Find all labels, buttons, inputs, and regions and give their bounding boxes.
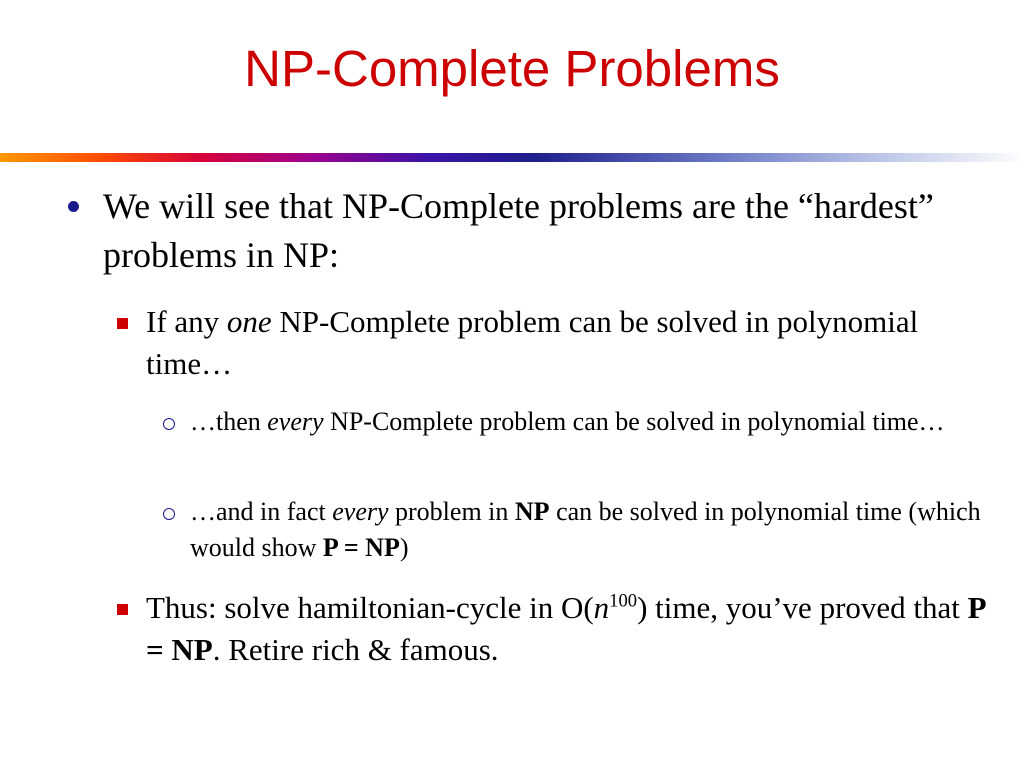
- emphasis-every: every: [332, 497, 389, 526]
- bullet-hardest-problems: We will see that NP-Complete problems are the “hardest” problems in NP:: [103, 186, 934, 275]
- strong-p-equals-np: P = NP: [322, 533, 400, 562]
- text-segment: ): [399, 533, 409, 562]
- filled-square-bullet-icon: [117, 318, 128, 329]
- emphasis-every: every: [267, 407, 324, 436]
- text-segment: If any: [146, 304, 227, 339]
- text-segment: can be solved in polynomial time (which would show: [190, 497, 981, 562]
- text-segment: NP-Complete problem can be solved in polynomial time…: [146, 304, 919, 381]
- strong-np: NP: [514, 497, 550, 526]
- text-segment: ) time, you’ve proved that: [637, 590, 968, 625]
- text-segment: Thus: solve hamiltonian-cycle in O(: [146, 590, 594, 625]
- hollow-circle-bullet-icon: [163, 418, 175, 430]
- bullet-if-any-one: [146, 301, 986, 385]
- text-segment: …then: [190, 407, 268, 436]
- text-segment: problem in: [388, 497, 515, 526]
- bullet-then-every: [190, 404, 990, 440]
- strong-p-equals-np: P = NP: [146, 590, 985, 667]
- hollow-circle-bullet-icon: [163, 508, 175, 520]
- emphasis-n: n: [593, 590, 610, 625]
- text-segment: . Retire rich & famous.: [212, 632, 499, 667]
- bullet-thus-solve: [146, 587, 986, 671]
- text-segment: …and in fact: [190, 497, 333, 526]
- bullet-and-in-fact: [190, 494, 990, 566]
- filled-circle-bullet-icon: [68, 201, 79, 212]
- slide-title: NP-Complete Problems: [244, 40, 780, 97]
- superscript-100: 100: [609, 590, 638, 612]
- text-segment: NP-Complete problem can be solved in polynomial time…: [323, 407, 945, 436]
- filled-square-bullet-icon: [117, 604, 128, 615]
- emphasis-one: one: [226, 304, 272, 339]
